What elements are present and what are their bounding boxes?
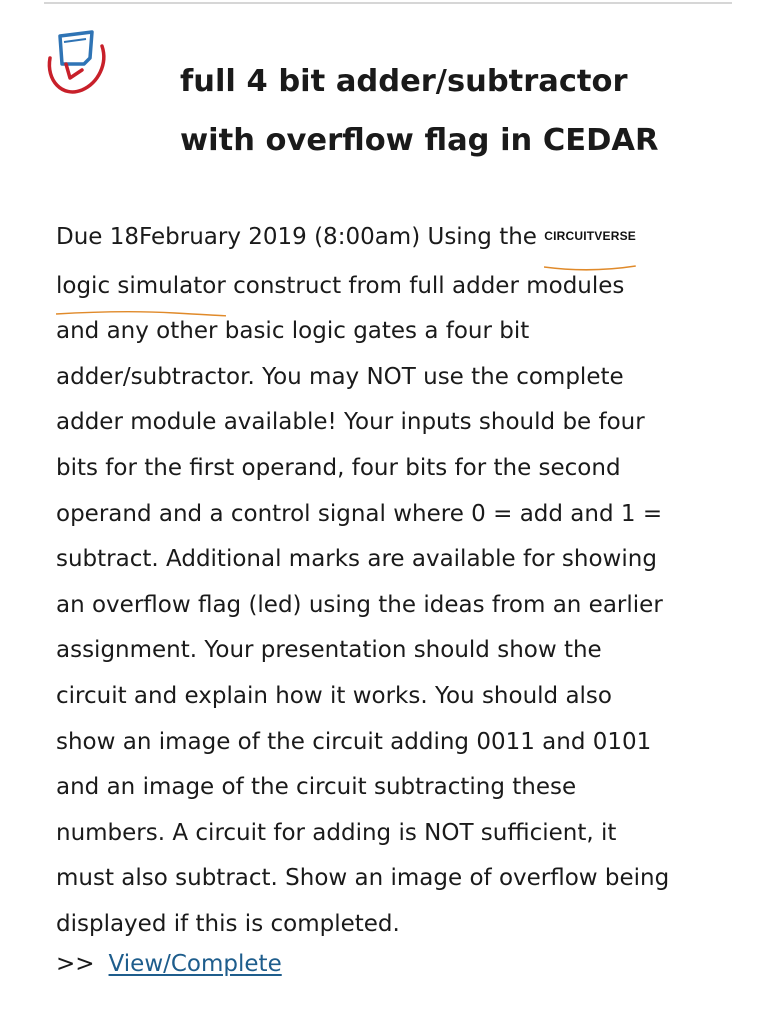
description-line: logic simulator construct from full adder modules xyxy=(56,264,756,310)
description-line: an overflow flag (led) using the ideas from an earlier xyxy=(56,591,663,618)
title-line-2: with overflow flag in CEDAR xyxy=(180,123,659,158)
view-complete-row xyxy=(56,942,282,987)
description-line: subtract. Additional marks are available for showing xyxy=(56,546,657,573)
description-line xyxy=(56,214,756,264)
description-line: must also subtract. Show an image of overflow being xyxy=(56,865,670,892)
logic-simulator-text: logic simulator xyxy=(56,264,226,310)
description-line: adder/subtractor. You may NOT use the complete xyxy=(56,363,624,390)
description-line: and an image of the circuit subtracting these xyxy=(56,774,577,801)
description-line: adder module available! Your inputs should be four xyxy=(56,409,645,436)
title-line-1: full 4 bit adder/subtractor xyxy=(180,64,628,99)
circuitverse-logo xyxy=(544,214,636,264)
description-line: displayed if this is completed. xyxy=(56,910,400,937)
top-divider xyxy=(44,2,732,4)
view-complete-link[interactable]: View/Complete xyxy=(108,951,282,977)
assignment-document-icon xyxy=(40,28,116,104)
logo-underline-swoosh xyxy=(544,264,636,272)
description-line: numbers. A circuit for adding is NOT sufficient, it xyxy=(56,819,617,846)
link-prefix-arrows: >> xyxy=(56,951,95,977)
description-line: assignment. Your presentation should show the xyxy=(56,637,602,664)
assignment-description xyxy=(56,214,756,948)
description-line: bits for the first operand, four bits for the second xyxy=(56,454,621,481)
description-line: and any other basic logic gates a four bit xyxy=(56,318,530,345)
due-text: Due 18February 2019 (8:00am) Using the xyxy=(56,224,545,250)
simulator-underline-swoosh xyxy=(56,309,226,319)
description-line: operand and a control signal where 0 = add and 1 = xyxy=(56,500,663,527)
description-line: show an image of the circuit adding 0011 and 0101 xyxy=(56,728,652,755)
circuitverse-logo-text: CIRCUITVERSE xyxy=(544,229,636,243)
assignment-title xyxy=(180,52,740,170)
description-line: circuit and explain how it works. You should also xyxy=(56,682,612,709)
